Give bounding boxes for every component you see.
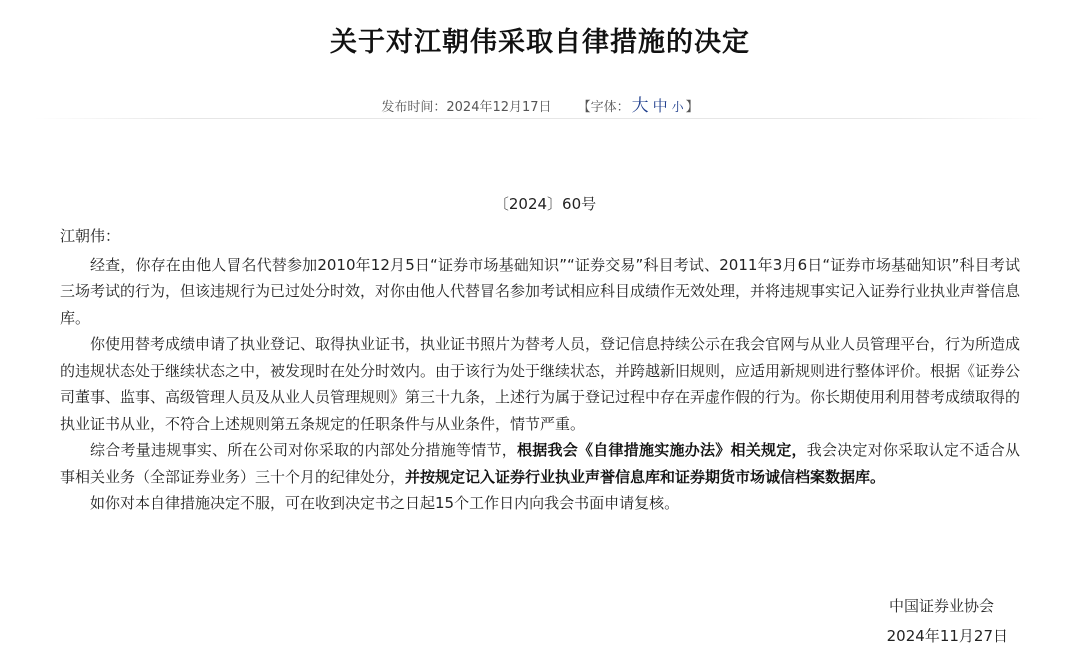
paragraph-3-text-b: 我会决定对你采取认定不适合从事相关业务（全部证券业务）三十个月的纪律处分， [60,441,1020,486]
meta-divider [34,118,1046,119]
salutation: 江朝伟： [60,227,121,245]
document-body [60,223,1020,517]
paragraph-3-text-a: 综合考量违规事实、所在公司对你采取的内部处分措施等情节， [90,441,517,459]
paragraph-3-bold-b: 并按规定记入证券行业执业声誉信息库和证券期货市场诚信档案数据库。 [405,467,886,486]
paragraph-1: 经查，你存在由他人冒名代替参加2010年12月5日“证券市场基础知识”“证券交易”科目考试、2011年3月6日“证券市场基础知识”科目考试三场考试的行为，但该违规行为已过处分时效，对你由他人代替冒名参加考试相应科目成绩作无效处理，并将违规事实记入证券行业执业声誉信息库。 [60,255,1021,327]
paragraph-3-bold-a: 根据我会《自律措施实施办法》相关规定， [516,441,807,459]
meta-bar [0,91,1080,116]
publish-label: 发布时间： [381,100,447,115]
signature-org: 中国证券业协会 [888,597,994,615]
font-size-large-button[interactable]: 大 [631,96,649,116]
paragraph-4: 如你对本自律措施决定不服，可在收到决定书之日起15个工作日内向我会书面申请复核。 [90,494,680,512]
publish-date: 2024年12月17日 [446,100,552,115]
font-size-medium-button[interactable]: 中 [652,97,668,115]
signature-block [887,591,1008,651]
signature-date: 2024年11月27日 [886,627,1008,645]
paragraph-2: 你使用替考成绩申请了执业登记、取得执业证书，执业证书照片为替考人员，登记信息持续公示在我会官网与从业人员管理平台，行为所造成的违规状态处于继续状态之中，被发现时在处分时效内。由于该行为处于继续状态，并跨越新旧规则，应适用新规则进行整体评价。根据《证券公司董事、监事、高级管理人员及从业人员管理规则》第三十九条，上述行为属于登记过程中存在弄虚作假的行为。你长期使用利用替考成绩取得的执业证书从业，不符合上述规则第五条规定的任职条件与从业条件，情节严重。 [60,335,1021,433]
document-title: 关于对江朝伟采取自律措施的决定 [330,27,750,58]
font-size-small-button[interactable]: 小 [671,100,684,114]
paragraph-3 [60,437,1020,490]
font-size-label: 【字体： [577,100,630,115]
document-number: 〔2024〕60号 [493,195,597,213]
font-size-close-bracket: 】 [685,100,699,115]
